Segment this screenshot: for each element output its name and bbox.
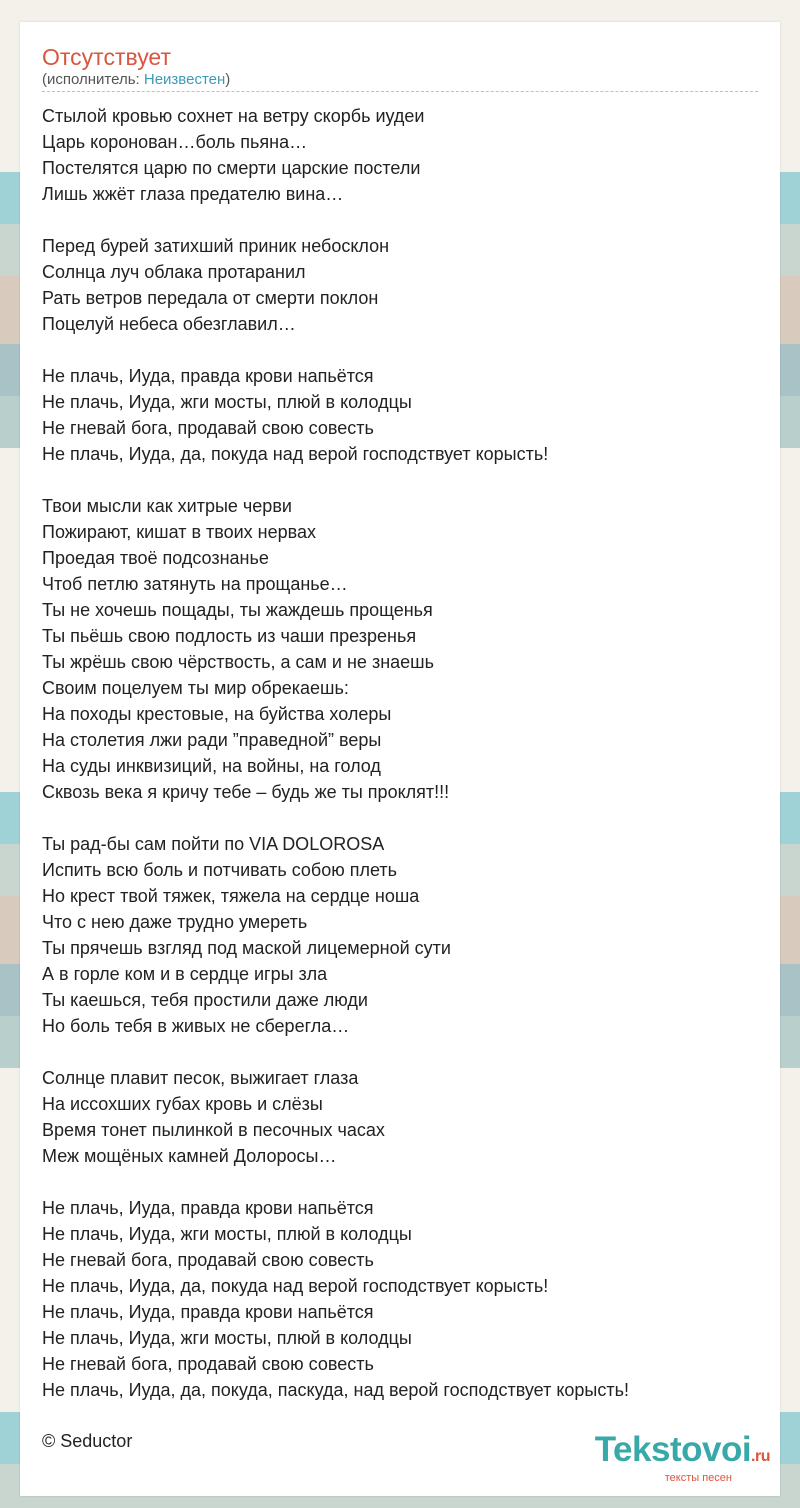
- lyrics-card: [20, 22, 780, 1496]
- lyric-line: Не гневай бога, продавай свою совесть: [42, 1250, 374, 1270]
- lyric-line: Не гневай бога, продавай свою совесть: [42, 1354, 374, 1374]
- lyrics-text: [42, 103, 758, 1403]
- lyric-line: Царь коронован…боль пьяна…: [42, 132, 308, 152]
- stanza-break: [42, 467, 758, 493]
- lyric-line: Лишь жжёт глаза предателю вина…: [42, 184, 344, 204]
- lyric-line: Ты прячешь взгляд под маской лицемерной сути: [42, 938, 451, 958]
- lyric-line: Постелятся царю по смерти царские постели: [42, 158, 421, 178]
- logo-tld: .ru: [751, 1448, 770, 1465]
- lyric-line: Стылой кровью сохнет на ветру скорбь иудеи: [42, 106, 425, 126]
- lyric-line: Что с нею даже трудно умереть: [42, 912, 308, 932]
- artist-close: ): [225, 71, 231, 88]
- lyric-line: На иссохших губах кровь и слёзы: [42, 1094, 323, 1114]
- lyric-line: Не плачь, Иуда, жги мосты, плюй в колодцы: [42, 392, 412, 412]
- lyric-line: Время тонет пылинкой в песочных часах: [42, 1120, 385, 1140]
- lyric-line: Сквозь века я кричу тебе – будь же ты проклят!!!: [42, 782, 450, 802]
- lyric-line: Но боль тебя в живых не сберегла…: [42, 1016, 350, 1036]
- lyric-line: Не плачь, Иуда, да, покуда над верой господствует корысть!: [42, 444, 549, 464]
- site-logo[interactable]: [595, 1432, 770, 1484]
- lyric-line: Ты не хочешь пощады, ты жаждешь прощенья: [42, 600, 433, 620]
- logo-name: Tekstovoi: [594, 1430, 752, 1469]
- stanza-break: [42, 1039, 758, 1065]
- lyric-line: Не плачь, Иуда, правда крови напьётся: [42, 1302, 374, 1322]
- lyric-line: Чтоб петлю затянуть на прощанье…: [42, 574, 348, 594]
- lyric-line: Солнца луч облака протаранил: [42, 262, 306, 282]
- artist-label: (исполнитель:: [42, 71, 144, 88]
- artist-line: [42, 71, 758, 92]
- lyric-line: Проедая твоё подсознанье: [42, 548, 269, 568]
- song-title: Отсутствует: [42, 44, 171, 70]
- stanza-break: [42, 805, 758, 831]
- lyric-line: Ты пьёшь свою подлость из чаши презренья: [42, 626, 417, 646]
- logo-tagline: тексты песен: [664, 1472, 732, 1484]
- lyric-line: Меж мощёных камней Долоросы…: [42, 1146, 337, 1166]
- copyright: © Seductor: [42, 1431, 133, 1451]
- lyric-line: Не плачь, Иуда, правда крови напьётся: [42, 366, 374, 386]
- lyric-line: На суды инквизиций, на войны, на голод: [42, 756, 381, 776]
- lyric-line: Испить всю боль и потчивать собою плеть: [42, 860, 398, 880]
- lyric-line: Поцелуй небеса обезглавил…: [42, 314, 296, 334]
- lyric-line: На столетия лжи ради ”праведной” веры: [42, 730, 382, 750]
- stanza-break: [42, 207, 758, 233]
- stanza-break: [42, 1169, 758, 1195]
- lyric-line: А в горле ком и в сердце игры зла: [42, 964, 328, 984]
- stanza-break: [42, 337, 758, 363]
- lyric-line: Не гневай бога, продавай свою совесть: [42, 418, 374, 438]
- logo-wordmark: [595, 1432, 770, 1475]
- lyric-line: На походы крестовые, на буйства холеры: [42, 704, 392, 724]
- lyric-line: Ты жрёшь свою чёрствость, а сам и не знаешь: [42, 652, 434, 672]
- lyric-line: Не плачь, Иуда, жги мосты, плюй в колодцы: [42, 1224, 412, 1244]
- artist-link[interactable]: Неизвестен: [143, 71, 226, 88]
- lyric-line: Не плачь, Иуда, правда крови напьётся: [42, 1198, 374, 1218]
- lyric-line: Пожирают, кишат в твоих нервах: [42, 522, 317, 542]
- lyric-line: Не плачь, Иуда, жги мосты, плюй в колодцы: [42, 1328, 412, 1348]
- lyric-line: Ты каешься, тебя простили даже люди: [42, 990, 368, 1010]
- lyric-line: Не плачь, Иуда, да, покуда над верой господствует корысть!: [42, 1276, 549, 1296]
- lyric-line: Ты рад-бы сам пойти по VIA DOLOROSA: [42, 834, 385, 854]
- lyric-line: Своим поцелуем ты мир обрекаешь:: [42, 678, 349, 698]
- lyric-line: Рать ветров передала от смерти поклон: [42, 288, 379, 308]
- lyric-line: Не плачь, Иуда, да, покуда, паскуда, над верой господствует корысть!: [42, 1380, 629, 1400]
- lyric-line: Солнце плавит песок, выжигает глаза: [42, 1068, 359, 1088]
- lyric-line: Твои мысли как хитрые черви: [42, 496, 292, 516]
- lyric-line: Но крест твой тяжек, тяжела на сердце ноша: [42, 886, 420, 906]
- lyric-line: Перед бурей затихший приник небосклон: [42, 236, 390, 256]
